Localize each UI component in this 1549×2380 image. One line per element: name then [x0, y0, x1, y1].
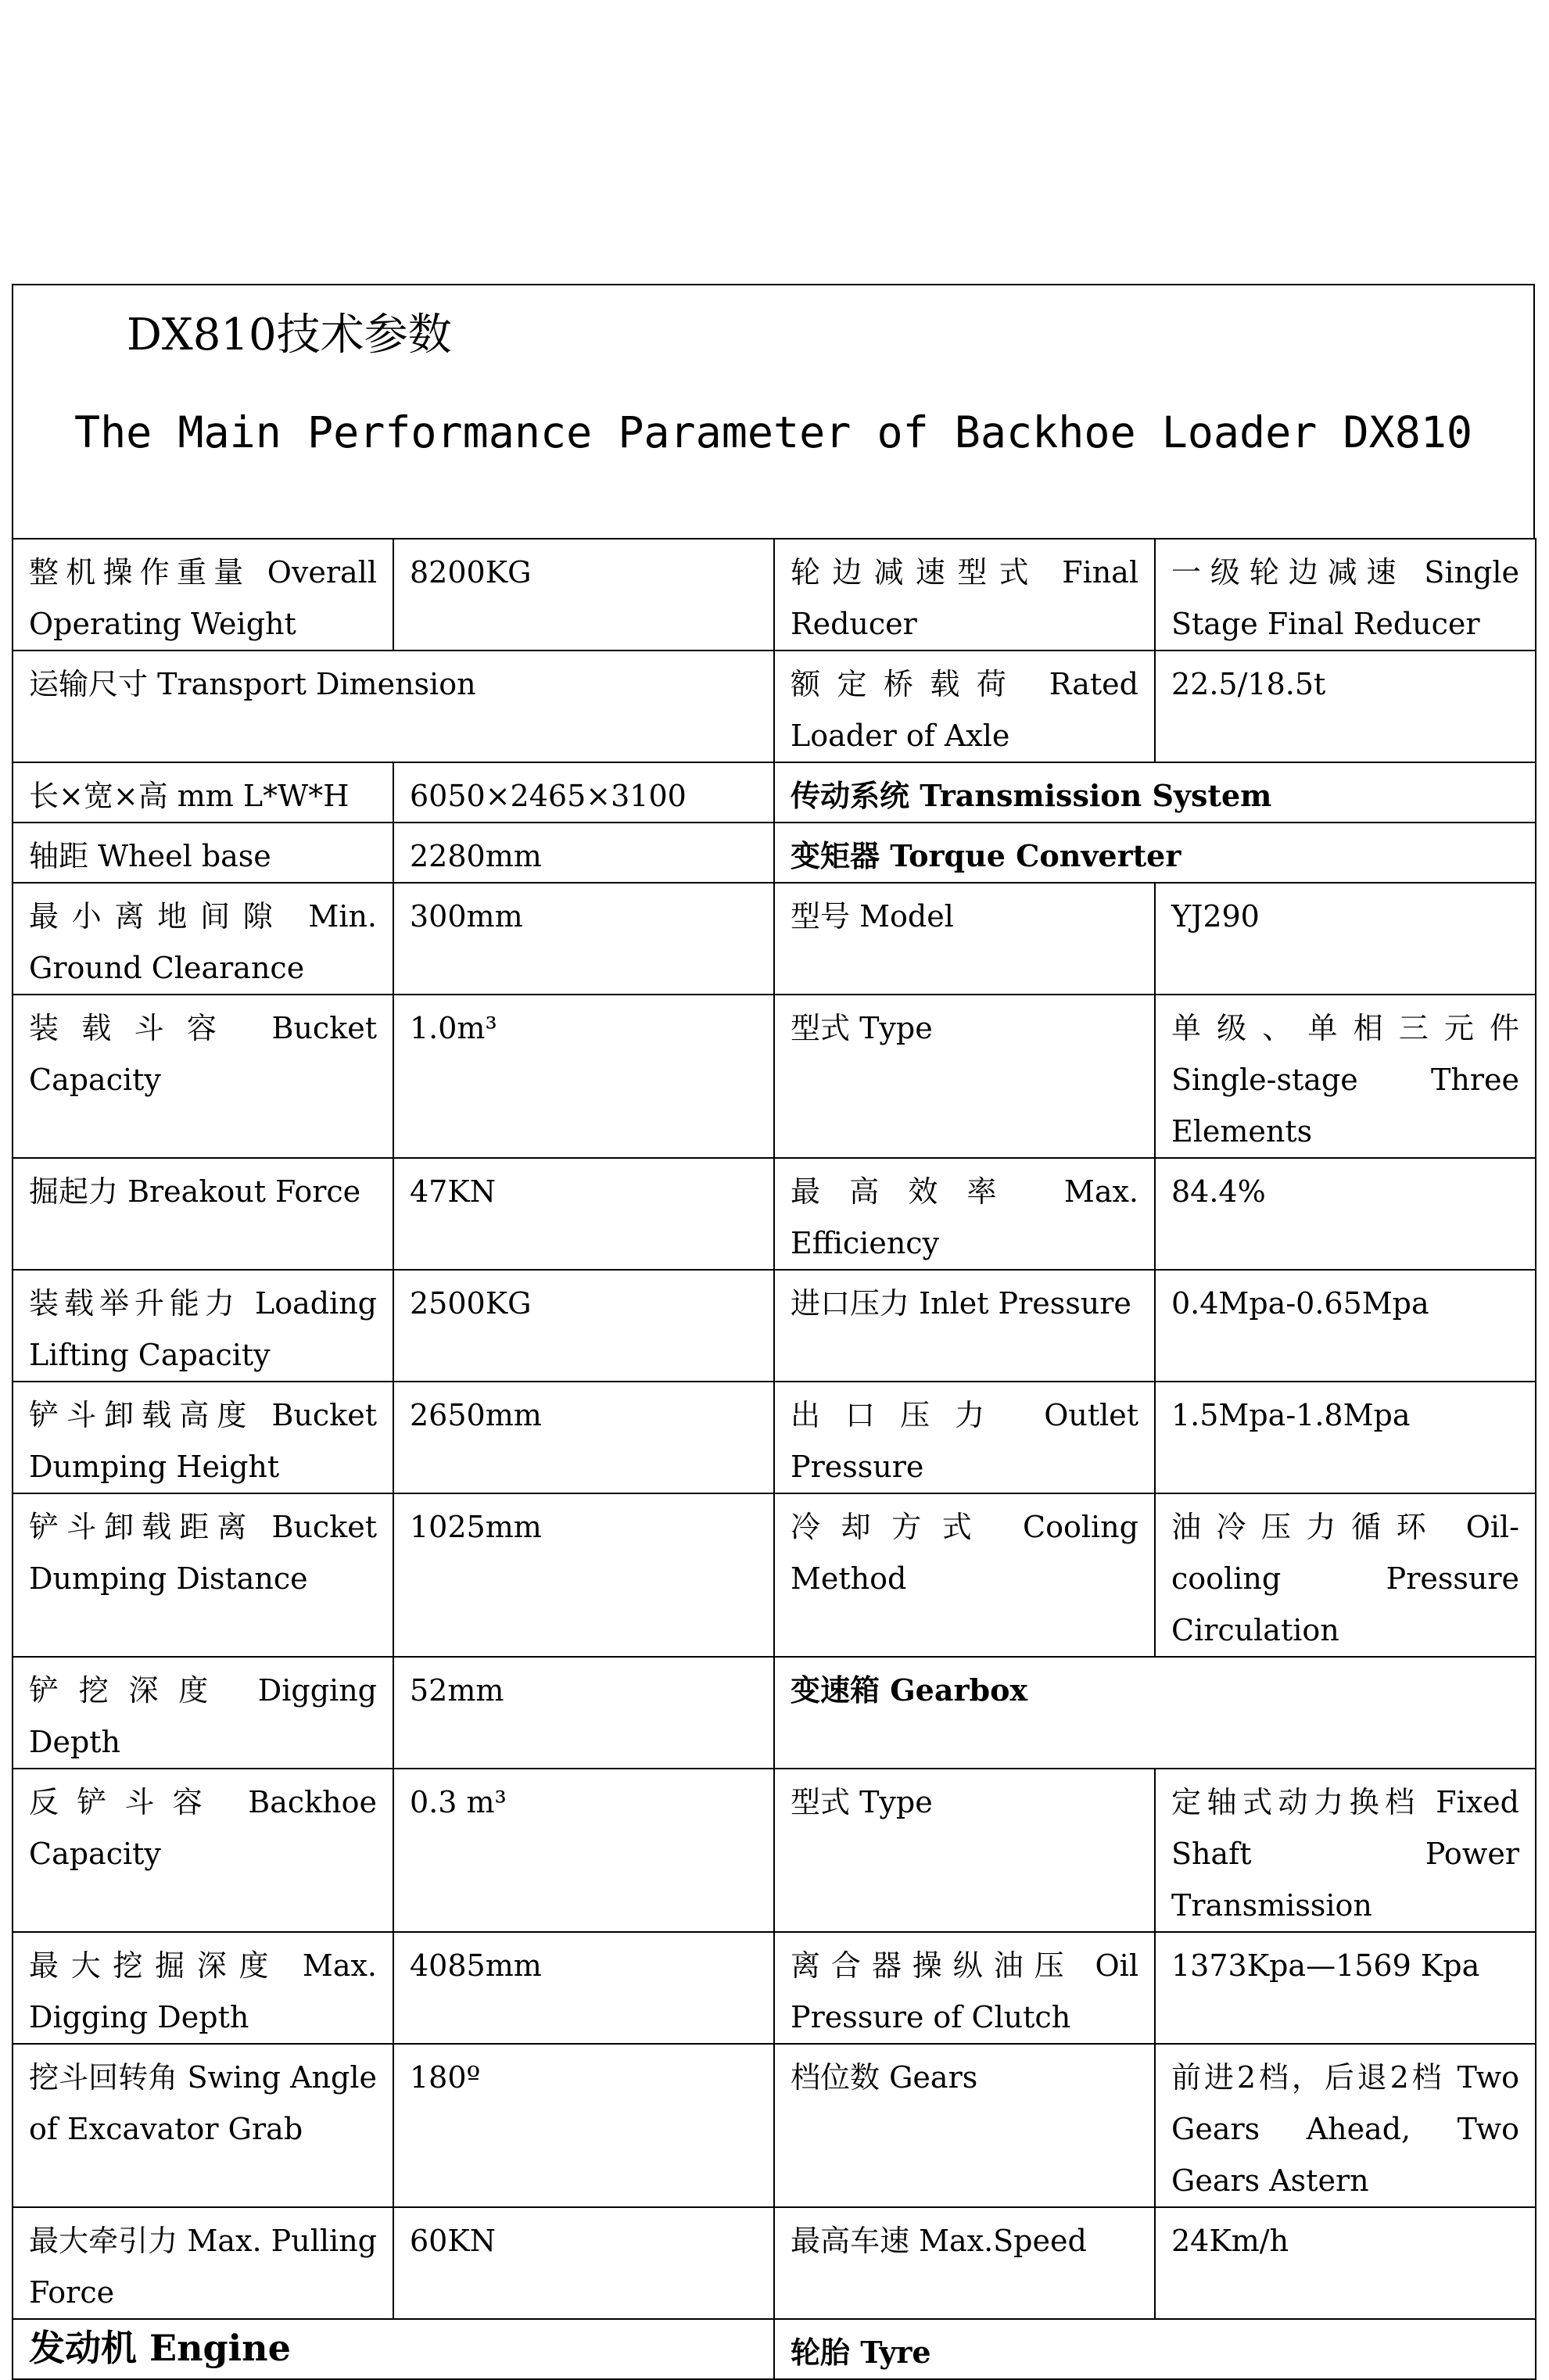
- param-label: 铲斗卸载高度 Bucket Dumping Height: [13, 1382, 393, 1493]
- param-value: 22.5/18.5t: [1155, 651, 1536, 762]
- section-header: 变速箱 Gearbox: [774, 1657, 1536, 1769]
- param-label: 铲挖深度 Digging Depth: [13, 1657, 393, 1769]
- section-header-tyre: 轮胎 Tyre: [774, 2319, 1536, 2379]
- table-row: [13, 1270, 1536, 1382]
- param-label: 额定桥载荷 Rated Loader of Axle: [774, 651, 1155, 762]
- param-value: 1.5Mpa-1.8Mpa: [1155, 1382, 1536, 1493]
- param-value: 一级轮边减速 Single Stage Final Reducer: [1155, 539, 1536, 651]
- param-value: 0.3 m³: [393, 1769, 774, 1932]
- param-value: 47KN: [393, 1158, 774, 1270]
- table-row: [13, 1158, 1536, 1270]
- section-header: 运输尺寸 Transport Dimension: [13, 651, 774, 762]
- param-label: 轮边减速型式 Final Reducer: [774, 539, 1155, 651]
- param-value: 定轴式动力换档 Fixed Shaft Power Transmission: [1155, 1769, 1536, 1932]
- param-value: 1.0m³: [393, 995, 774, 1158]
- param-value: 油冷压力循环 Oil-cooling Pressure Circulation: [1155, 1493, 1536, 1657]
- param-label: 最高车速 Max.Speed: [774, 2207, 1155, 2319]
- param-value: 2650mm: [393, 1382, 774, 1493]
- spec-sheet: [12, 284, 1535, 2380]
- param-label: 型式 Type: [774, 995, 1155, 1158]
- param-label: 型号 Model: [774, 883, 1155, 995]
- param-label: 出口压力 Outlet Pressure: [774, 1382, 1155, 1493]
- param-label: 型式 Type: [774, 1769, 1155, 1932]
- table-row: [13, 1382, 1536, 1493]
- section-header: 变矩器 Torque Converter: [774, 823, 1536, 883]
- table-row: [13, 2319, 1536, 2379]
- param-label: 整机操作重量 Overall Operating Weight: [13, 539, 393, 651]
- section-header: 传动系统 Transmission System: [774, 762, 1536, 823]
- param-label: 铲斗卸载距离 Bucket Dumping Distance: [13, 1493, 393, 1657]
- param-value: 1373Kpa—1569 Kpa: [1155, 1932, 1536, 2044]
- param-label: 冷却方式 Cooling Method: [774, 1493, 1155, 1657]
- param-label: 轴距 Wheel base: [13, 823, 393, 883]
- param-label: 最大牵引力 Max. Pulling Force: [13, 2207, 393, 2319]
- table-row: [13, 995, 1536, 1158]
- param-value: 2500KG: [393, 1270, 774, 1382]
- param-value: 84.4%: [1155, 1158, 1536, 1270]
- table-row: [13, 1493, 1536, 1657]
- param-value: 6050×2465×3100: [393, 762, 774, 823]
- param-value: 前进2档，后退2档 Two Gears Ahead, Two Gears Astern: [1155, 2044, 1536, 2207]
- param-label: 最大挖掘深度 Max. Digging Depth: [13, 1932, 393, 2044]
- table-row: [13, 1657, 1536, 1769]
- table-row: [13, 762, 1536, 823]
- param-value: 60KN: [393, 2207, 774, 2319]
- table-row: [13, 823, 1536, 883]
- table-row: [13, 1769, 1536, 1932]
- table-row: [13, 883, 1536, 995]
- table-row: [13, 1932, 1536, 2044]
- param-label: 最小离地间隙 Min. Ground Clearance: [13, 883, 393, 995]
- param-value: 4085mm: [393, 1932, 774, 2044]
- title-chinese: DX810技术参数: [127, 310, 452, 360]
- param-label: 掘起力 Breakout Force: [13, 1158, 393, 1270]
- param-label: 反铲斗容 Backhoe Capacity: [13, 1769, 393, 1932]
- param-value: 单级、单相三元件 Single-stage Three Elements: [1155, 995, 1536, 1158]
- param-label: 挖斗回转角 Swing Angle of Excavator Grab: [13, 2044, 393, 2207]
- param-label: 装载举升能力 Loading Lifting Capacity: [13, 1270, 393, 1382]
- param-value: YJ290: [1155, 883, 1536, 995]
- param-value: 52mm: [393, 1657, 774, 1769]
- param-label: 装载斗容 Bucket Capacity: [13, 995, 393, 1158]
- param-label: 进口压力 Inlet Pressure: [774, 1270, 1155, 1382]
- param-value: 0.4Mpa-0.65Mpa: [1155, 1270, 1536, 1382]
- parameter-table: [12, 538, 1536, 2380]
- title-block: [12, 284, 1535, 538]
- param-value: 24Km/h: [1155, 2207, 1536, 2319]
- param-value: 1025mm: [393, 1493, 774, 1657]
- param-value: 2280mm: [393, 823, 774, 883]
- table-row: [13, 2207, 1536, 2319]
- param-label: 最高效率 Max. Efficiency: [774, 1158, 1155, 1270]
- table-row: [13, 651, 1536, 762]
- param-value: 300mm: [393, 883, 774, 995]
- table-row: [13, 539, 1536, 651]
- param-label: 长×宽×高 mm L*W*H: [13, 762, 393, 823]
- table-row: [13, 2044, 1536, 2207]
- param-value: 180º: [393, 2044, 774, 2207]
- param-label: 档位数 Gears: [774, 2044, 1155, 2207]
- param-label: 离合器操纵油压 Oil Pressure of Clutch: [774, 1932, 1155, 2044]
- section-header-engine: 发动机 Engine: [13, 2319, 774, 2379]
- param-value: 8200KG: [393, 539, 774, 651]
- title-english: The Main Performance Parameter of Backhoe Loader DX810: [74, 407, 1473, 457]
